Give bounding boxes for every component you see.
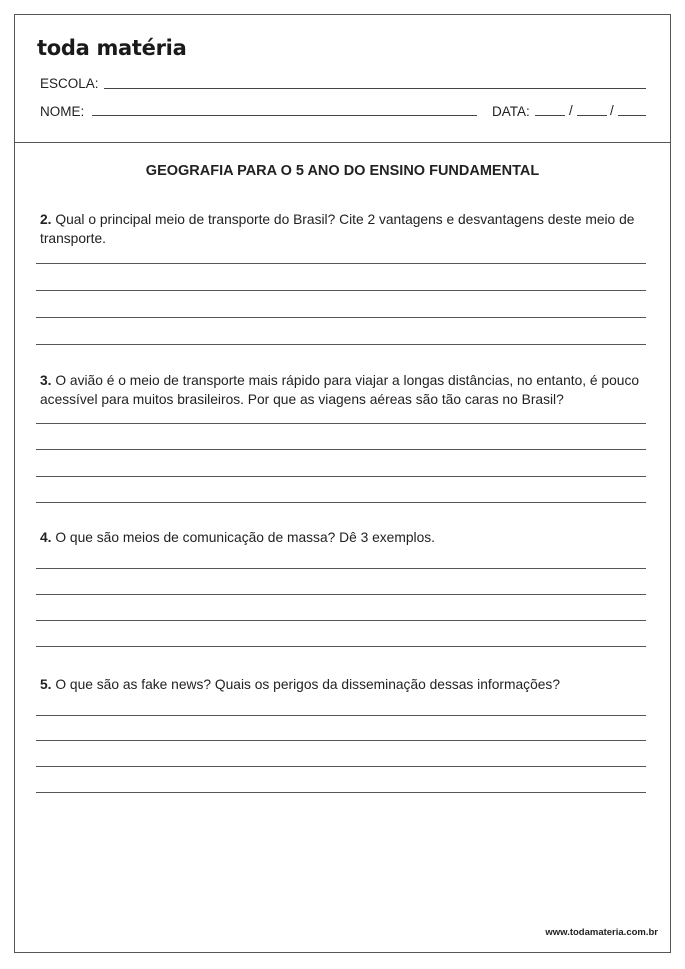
answer-line[interactable]: [36, 646, 646, 647]
date-month-line[interactable]: [577, 115, 607, 116]
question-number: 3.: [40, 373, 52, 388]
date-year-line[interactable]: [618, 115, 646, 116]
date-day-line[interactable]: [535, 115, 565, 116]
name-label: NOME:: [40, 104, 85, 119]
question-text: Qual o principal meio de transporte do Brasil? Cite 2 vantagens e desvantagens deste meio de transporte.: [40, 212, 635, 246]
answer-line[interactable]: [36, 344, 646, 345]
answer-line[interactable]: [36, 263, 646, 264]
question-number: 4.: [40, 530, 52, 545]
school-label: ESCOLA:: [40, 76, 99, 91]
date-separator: /: [569, 103, 573, 118]
answer-line[interactable]: [36, 449, 646, 450]
answer-line[interactable]: [36, 620, 646, 621]
worksheet: [14, 14, 671, 953]
school-line[interactable]: [104, 88, 646, 89]
header-divider: [15, 142, 670, 143]
question-number: 2.: [40, 212, 52, 227]
answer-line[interactable]: [36, 476, 646, 477]
date-separator: /: [610, 103, 614, 118]
answer-line[interactable]: [36, 502, 646, 503]
logo: toda matéria: [37, 36, 187, 60]
question-4: [40, 528, 650, 547]
question-5: [40, 675, 650, 694]
question-3: [40, 371, 650, 409]
answer-line[interactable]: [36, 715, 646, 716]
question-number: 5.: [40, 677, 52, 692]
answer-line[interactable]: [36, 766, 646, 767]
page-title: GEOGRAFIA PARA O 5 ANO DO ENSINO FUNDAMENTAL: [145, 163, 540, 179]
answer-line[interactable]: [36, 594, 646, 595]
question-2: [40, 210, 650, 248]
question-text: O que são as fake news? Quais os perigos da disseminação dessas informações?: [55, 677, 560, 692]
question-text: O avião é o meio de transporte mais rápido para viajar a longas distâncias, no entanto, é pouco acessível para muitos brasileiros. Por que as viagens aéreas são tão caras no Brasil?: [40, 373, 640, 407]
date-label: DATA:: [492, 104, 530, 119]
question-text: O que são meios de comunicação de massa? Dê 3 exemplos.: [55, 530, 435, 545]
answer-line[interactable]: [36, 317, 646, 318]
answer-line[interactable]: [36, 423, 646, 424]
name-line[interactable]: [92, 115, 477, 116]
answer-line[interactable]: [36, 792, 646, 793]
answer-line[interactable]: [36, 740, 646, 741]
answer-line[interactable]: [36, 290, 646, 291]
footer-url: www.todamateria.com.br: [545, 927, 658, 938]
answer-line[interactable]: [36, 568, 646, 569]
